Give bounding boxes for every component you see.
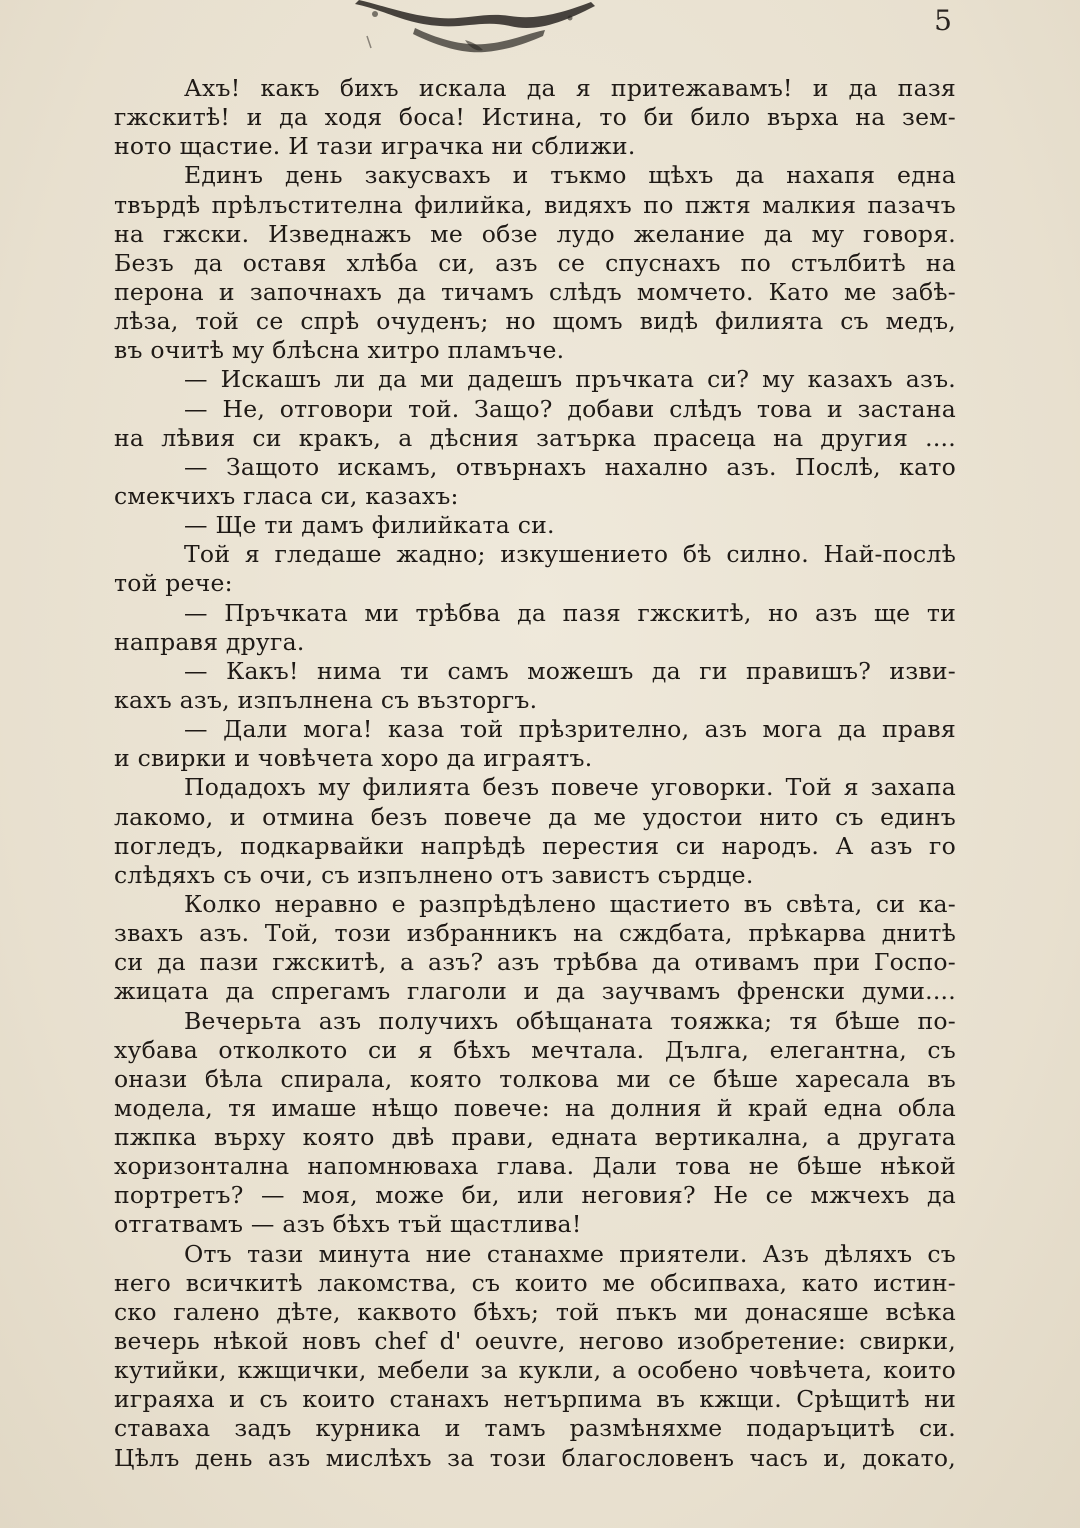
text-line: — Защото искамъ, отвърнахъ нахално азъ. Послѣ, като xyxy=(184,452,956,481)
text-line: Единъ день закусвахъ и тъкмо щѣхъ да нахапя една xyxy=(184,161,956,190)
text-line: и свирки и човѣчета хоро да играятъ. xyxy=(114,744,593,773)
text-line: на гжски. Изведнажъ ме обзе лудо желание да му говоря. xyxy=(114,219,956,248)
text-line: Подадохъ му филията безъ повече уговорки. Той я захапа xyxy=(184,773,956,802)
text-line: слѣдяхъ съ очи, съ изпълнено отъ завистъ сърдце. xyxy=(114,860,754,889)
text-line: Вечерьта азъ получихъ обѣщаната тояжка; тя бѣше по- xyxy=(184,1006,956,1035)
text-line: той рече: xyxy=(114,569,233,598)
text-line: онази бѣла спирала, която толкова ми се бѣше харесала въ xyxy=(114,1064,956,1093)
text-line: — Дали мога! каза той прѣзрително, азъ мога да правя xyxy=(184,715,956,744)
text-line: ното щастие. И тази играчка ни сближи. xyxy=(114,132,636,161)
decorative-vignette-icon xyxy=(345,0,605,58)
text-line: перона и започнахъ да тичамъ слѣдъ момчето. Като ме забѣ- xyxy=(114,277,956,306)
text-line: гжскитѣ! и да ходя боса! Истина, то би било върха на зем- xyxy=(114,103,956,132)
text-line: погледъ, подкарвайки напрѣдѣ перестия си народъ. А азъ го xyxy=(114,831,956,860)
text-line: лѣза, той се спрѣ очуденъ; но щомъ видѣ филията съ медъ, xyxy=(114,307,956,336)
text-line: звахъ азъ. Той, този избранникъ на сждбата, прѣкарва днитѣ xyxy=(114,919,956,948)
text-line: — Пръчката ми трѣбва да пазя гжскитѣ, но азъ ще ти xyxy=(184,598,956,627)
text-line: кутийки, кжщички, мебели за кукли, а особено човѣчета, които xyxy=(114,1356,956,1385)
text-line: модела, тя имаше нѣщо повече: на долния й край една обла xyxy=(114,1093,956,1122)
text-line: вечерь нѣкой новъ chef d' oeuvre, негово изобретение: свирки, xyxy=(114,1327,956,1356)
text-line: хубава отколкото си я бѣхъ мечтала. Дълга, елегантна, съ xyxy=(114,1035,956,1064)
text-line: — Какъ! нима ти самъ можешъ да ги правишъ? изви- xyxy=(184,656,956,685)
text-line: Отъ тази минута ние станахме приятели. Азъ дѣляхъ съ xyxy=(184,1239,956,1268)
text-line: Колко неравно е разпрѣдѣлено щастието въ свѣта, си ка- xyxy=(184,889,956,918)
text-line: Цѣлъ день азъ мислѣхъ за този благословенъ часъ и, докато, xyxy=(114,1443,956,1472)
text-line: играяха и съ които станахъ нетърпима въ кжщи. Срѣщитѣ ни xyxy=(114,1385,956,1414)
text-line: лакомо, и отмина безъ повече да ме удостои нито съ единъ xyxy=(114,802,956,831)
text-line: — Искашъ ли да ми дадешъ пръчката си? му казахъ азъ. xyxy=(184,365,956,394)
text-line: въ очитѣ му блѣсна хитро пламъче. xyxy=(114,336,565,365)
body-text xyxy=(114,74,956,1473)
text-line: смекчихъ гласа си, казахъ: xyxy=(114,481,459,510)
text-line: си да пази гжскитѣ, а азъ? азъ трѣбва да отивамъ при Госпо- xyxy=(114,948,956,977)
text-line: Той я гледаше жадно; изкушението бѣ силно. Най-послѣ xyxy=(184,540,956,569)
text-line: на лѣвия си кракъ, а дѣсния затърка прасеца на другия .... xyxy=(114,423,956,452)
text-line: — Не, отговори той. Защо? добави слѣдъ това и застана xyxy=(184,394,956,423)
text-line: пжпка върху която двѣ прави, едната вертикална, а другата xyxy=(114,1123,956,1152)
text-line: Ахъ! какъ бихъ искала да я притежавамъ! и да пазя xyxy=(184,74,956,102)
text-line: твърдѣ прѣлъстителна филийка, видяхъ по пжтя малкия пазачъ xyxy=(114,190,956,219)
text-line: направя друга. xyxy=(114,627,305,656)
text-line: Безъ да оставя хлѣба си, азъ се спуснахъ по стълбитѣ на xyxy=(114,248,956,277)
text-line: — Ще ти дамъ филийката си. xyxy=(184,511,555,540)
text-line: жицата да спрегамъ глаголи и да заучвамъ френски думи.... xyxy=(114,977,956,1006)
text-line: хоризонтална напомнюваха глава. Дали това не бѣше нѣкой xyxy=(114,1152,956,1181)
page-number: 5 xyxy=(934,4,952,37)
text-line: него всичкитѣ лакомства, съ които ме обсипваха, като истин- xyxy=(114,1268,956,1297)
text-line: кахъ азъ, изпълнена съ възторгъ. xyxy=(114,685,538,714)
text-line: ставаха задъ курника и тамъ размѣняхме подаръцитѣ си. xyxy=(114,1414,956,1443)
text-line: портретъ? — моя, може би, или неговия? Не се мжчехъ да xyxy=(114,1181,956,1210)
text-line: отгатвамъ — азъ бѣхъ тъй щастлива! xyxy=(114,1210,582,1239)
text-line: ско галено дѣте, каквото бѣхъ; той пъкъ ми донасяше всѣка xyxy=(114,1297,956,1326)
